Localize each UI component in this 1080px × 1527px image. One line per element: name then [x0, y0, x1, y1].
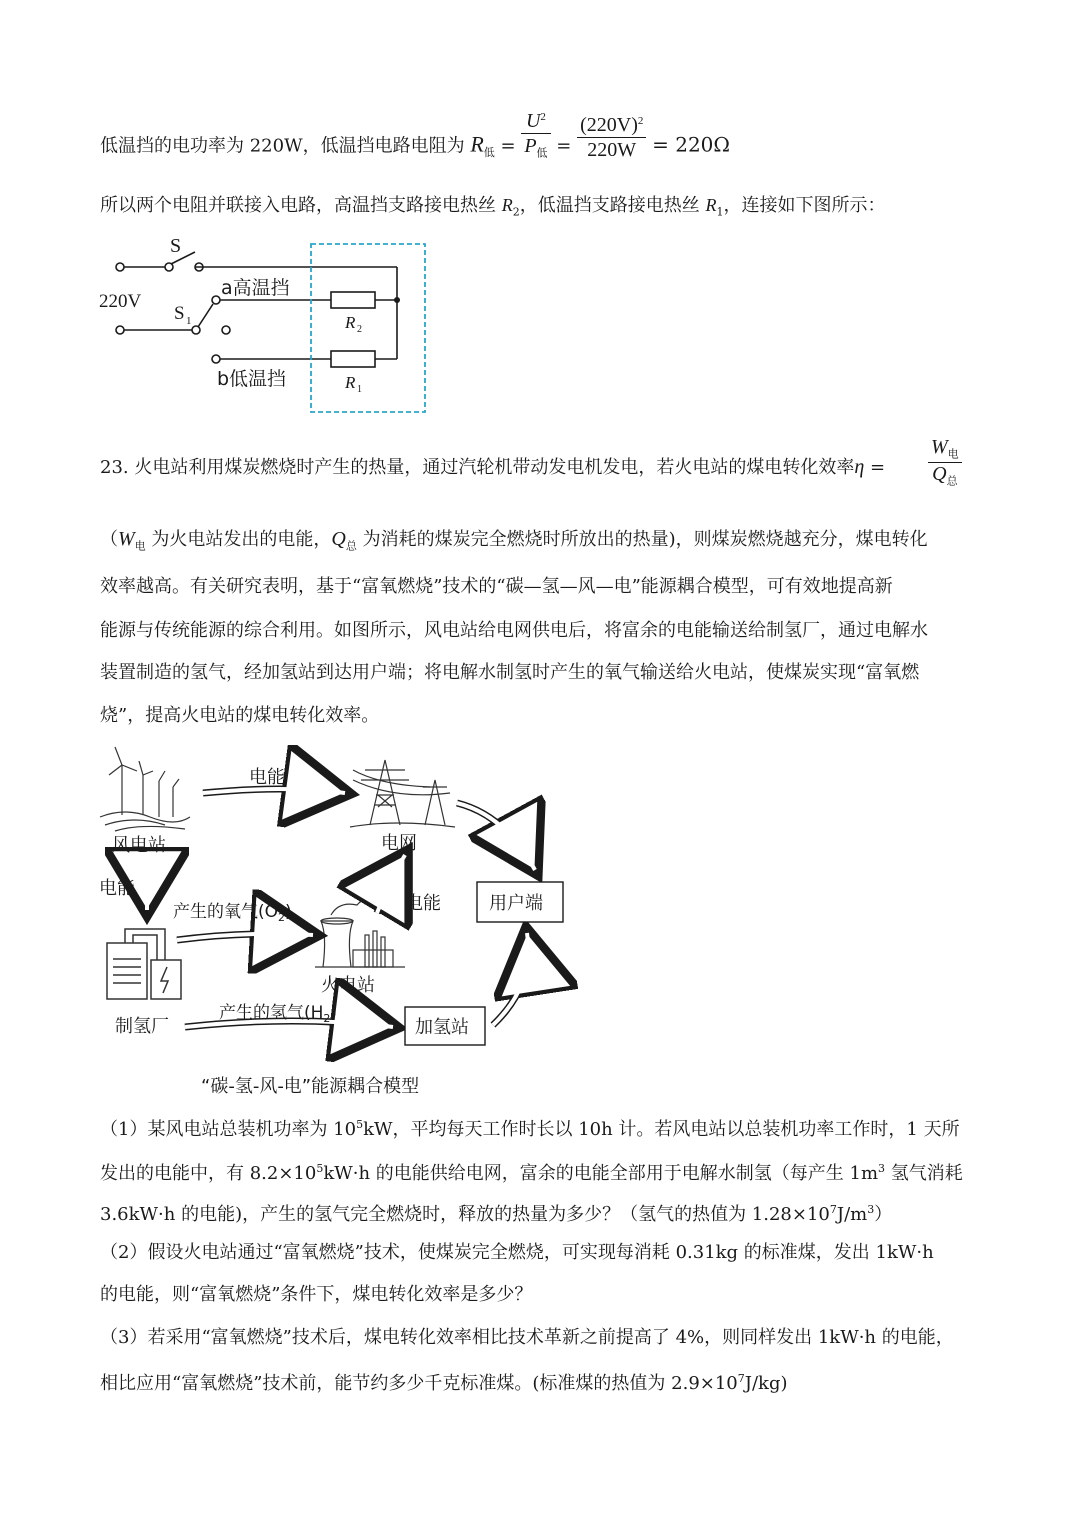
- parallel-connection-text: 所以两个电阻并联接入电路，高温挡支路接电热丝 $R_2$，低温挡支路接电热丝 $R_1$，连接如下图所示：: [100, 195, 886, 219]
- label-hydrogen-plant: 制氢厂: [115, 1016, 169, 1037]
- formula-result: = 220Ω: [652, 132, 730, 157]
- wind-turbine-icon: [100, 747, 190, 831]
- switch-s1-sub: 1: [186, 315, 192, 327]
- r2-sub: 2: [357, 324, 362, 335]
- hydrogen-plant-icon: [107, 929, 181, 999]
- q23-paragraph-line-3: 效率越高。有关研究表明，基于“富氧燃烧”技术的“碳—氢—风—电”能源耦合模型，可有效地提高新: [100, 576, 893, 597]
- label-power-2: 电能: [99, 878, 135, 899]
- r1-sub: 1: [357, 384, 362, 395]
- formula-eq-2: =: [556, 135, 572, 157]
- q23-paragraph-line-2: （$W_电$ 为火电站发出的电能，$Q_总$ 为消耗的煤炭完全燃烧时所放出的热量)，则煤炭燃烧越充分，煤电转化: [100, 528, 928, 553]
- power-grid-icon: [350, 760, 455, 827]
- voltage-label: 220V: [99, 291, 142, 312]
- dashed-enclosure: [311, 244, 425, 412]
- label-wind-station: 风电站: [112, 835, 166, 856]
- thermal-plant-icon: [315, 899, 405, 967]
- low-temp-label: b低温挡: [217, 368, 287, 390]
- formula-line-low-resistance: [100, 110, 730, 166]
- resistor-r1: [331, 351, 375, 367]
- r1-label: R: [345, 373, 356, 392]
- circuit-diagram: [95, 232, 440, 422]
- formula-R-subscript: 低: [483, 145, 495, 159]
- energy-coupling-diagram: [95, 745, 595, 1105]
- formula-fraction-u2-p: $\frac{U^2}{P_低}$: [521, 105, 550, 166]
- part1-line-2: 发出的电能中，有 $8.2\times 10^5kW\cdot h$ 的电能供给电网，富余的电能全部用于电解水制氢（每产生 $1m^3$ 氢气消耗: [100, 1162, 963, 1184]
- part2-line-1: （2）假设火电站通过“富氧燃烧”技术，使煤炭完全燃烧，可实现每消耗 0.31kg 的标准煤，发出 1kW·h: [100, 1242, 934, 1263]
- label-thermal-plant: 火电站: [321, 975, 375, 996]
- formula-fraction-values: $\frac{(220V)^2}{220W}$: [577, 109, 646, 162]
- r2-label: R: [345, 313, 356, 332]
- diagram-caption: “碳-氢-风-电”能源耦合模型: [201, 1076, 420, 1097]
- q23-intro-line: 23. 火电站利用煤炭燃烧时产生的热量，通过汽轮机带动发电机发电，若火电站的煤电转化效率η =: [100, 456, 886, 478]
- label-power-3: 电能: [405, 893, 441, 914]
- label-power-1: 电能: [249, 767, 285, 788]
- arrow-grid-to-user: [457, 803, 535, 870]
- switch-s1-label: S: [174, 303, 185, 324]
- label-grid: 电网: [381, 833, 417, 854]
- part3-line-2: 相比应用“富氧燃烧”技术前，能节约多少千克标准煤。(标准煤的热值为 $2.9\times 10^7J/kg$): [100, 1372, 788, 1394]
- formula-eq-1: =: [500, 135, 516, 157]
- part3-line-1: （3）若采用“富氧燃烧”技术后，煤电转化效率相比技术革新之前提高了 4%，则同样发出 1kW·h 的电能，: [100, 1327, 954, 1348]
- part1-line-3: 3.6kW·h 的电能)，产生的氢气完全燃烧时，释放的热量为多少？（氢气的热值为 $1.28\times 10^7J/m^3$）: [100, 1203, 893, 1225]
- label-hydrogen: 产生的氢气$(H_2)$: [219, 1003, 338, 1025]
- part1-line-1: （1）某风电站总装机功率为 $10^5kW$，平均每天工作时长以 10h 计。若风电站以总装机功率工作时，1 天所: [100, 1118, 960, 1140]
- q23-paragraph-line-4: 能源与传统能源的综合利用。如图所示，风电站给电网供电后，将富余的电能输送给制氢厂，通过电解水: [100, 620, 928, 641]
- q23-paragraph-line-6: 烧”，提高火电站的煤电转化效率。: [100, 705, 380, 726]
- high-temp-label: a高温挡: [221, 277, 290, 299]
- label-h2-station: 加氢站: [415, 1017, 469, 1038]
- label-user-end: 用户端: [489, 893, 543, 914]
- label-oxygen: 产生的氧气$(O_2)$: [173, 902, 292, 924]
- formula-intro-text: 低温挡的电功率为 220W，低温挡电路电阻为: [100, 135, 471, 157]
- part2-line-2: 的电能，则“富氧燃烧”条件下，煤电转化效率是多少？: [100, 1284, 533, 1305]
- formula-R-symbol: R: [470, 131, 484, 157]
- eta-fraction: $W_电$ $Q_总$: [928, 436, 962, 488]
- switch-s-label: S: [170, 235, 182, 257]
- resistor-r2: [331, 292, 375, 308]
- q23-paragraph-line-5: 装置制造的氢气，经加氢站到达用户端；将电解水制氢时产生的氧气输送给火电站，使煤炭实现“富氧燃: [100, 662, 920, 683]
